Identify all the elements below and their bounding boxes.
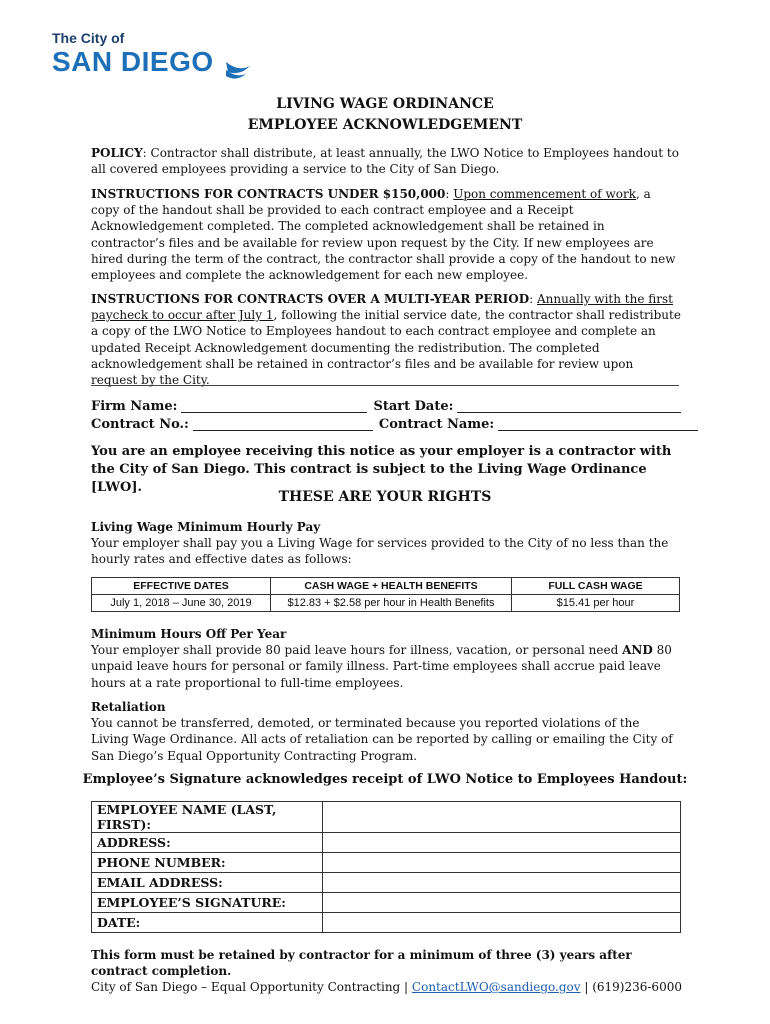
table-header: EFFECTIVE DATES	[92, 578, 271, 595]
min-hours-section	[91, 626, 681, 691]
retaliation-section	[91, 699, 681, 764]
instructions-over-label: INSTRUCTIONS FOR CONTRACTS OVER A MULTI-YEAR PERIOD	[91, 292, 530, 306]
signature-heading: Employee’s Signature acknowledges receipt of LWO Notice to Employees Handout:	[82, 772, 688, 787]
footer	[91, 947, 691, 995]
instructions-under-underlined: Upon commencement of work	[453, 187, 636, 201]
instructions-under-text: , a copy of the handout shall be provided to each contract employee and a Receipt Acknowledgement completed. The completed acknowledgement shall be retained in contractor’s files and be available for review upon request by the City. If new employees are hired during the term of the contract, the contractor shall provide a copy of the handout to new employees and complete the acknowledgement for each new employee.	[91, 187, 676, 283]
contract-name-label: Contract Name:	[378, 417, 495, 432]
employee-name-label: EMPLOYEE NAME (LAST, FIRST):	[92, 802, 323, 833]
contact-prefix: City of San Diego – Equal Opportunity Contracting |	[91, 980, 412, 994]
table-row	[92, 595, 680, 612]
rights-heading: THESE ARE YOUR RIGHTS	[278, 489, 492, 505]
table-row	[92, 802, 681, 833]
logo-line2: SAN DIEGO	[52, 46, 214, 77]
min-pay-heading: Living Wage Minimum Hourly Pay	[91, 520, 321, 534]
email-label: EMAIL ADDRESS:	[92, 873, 323, 893]
employee-notice: You are an employee receiving this notice as your employer is a contractor with the City of San Diego. This contract is subject to the Living Wage Ordinance [LWO].	[91, 444, 672, 495]
instructions-under-label: INSTRUCTIONS FOR CONTRACTS UNDER $150,000	[91, 187, 446, 201]
firm-name-field[interactable]	[181, 398, 367, 413]
policy-label: POLICY	[91, 146, 143, 160]
table-row	[92, 873, 681, 893]
date-field[interactable]	[323, 913, 681, 933]
firm-name-label: Firm Name:	[91, 399, 178, 414]
min-hours-heading: Minimum Hours Off Per Year	[91, 627, 287, 641]
email-field[interactable]	[323, 873, 681, 893]
firm-info	[91, 398, 698, 434]
retention-notice: This form must be retained by contractor for a minimum of three (3) years after contract completion.	[91, 948, 632, 978]
phone-label: PHONE NUMBER:	[92, 853, 323, 873]
contact-suffix: | (619)236-6000	[580, 980, 682, 994]
min-pay-section	[91, 519, 681, 568]
min-hours-text1: Your employer shall provide 80 paid leave hours for illness, vacation, or personal need	[91, 643, 623, 658]
table-cell: July 1, 2018 – June 30, 2019	[92, 595, 271, 612]
table-row	[92, 913, 681, 933]
instructions-over-paragraph	[91, 291, 681, 388]
policy-text: : Contractor shall distribute, at least annually, the LWO Notice to Employees handout to all covered employees providing a service to the City of San Diego.	[91, 146, 679, 177]
contract-name-field[interactable]	[498, 416, 698, 431]
city-logo	[52, 30, 252, 86]
contract-no-label: Contract No.:	[91, 417, 189, 432]
table-row	[92, 853, 681, 873]
retaliation-heading: Retaliation	[91, 700, 166, 714]
policy-paragraph	[91, 145, 681, 177]
divider	[91, 385, 679, 386]
signature-table	[91, 801, 681, 933]
page-title	[0, 94, 770, 136]
date-label: DATE:	[92, 913, 323, 933]
phone-field[interactable]	[323, 853, 681, 873]
instructions-under-paragraph	[91, 186, 681, 283]
title-line1: LIVING WAGE ORDINANCE	[276, 96, 494, 112]
address-field[interactable]	[323, 833, 681, 853]
colon: :	[445, 187, 454, 201]
table-row	[92, 893, 681, 913]
contact-email-link[interactable]: ContactLWO@sandiego.gov	[411, 980, 581, 994]
contract-no-field[interactable]	[193, 416, 373, 431]
address-label: ADDRESS:	[92, 833, 323, 853]
and-emphasis: AND	[622, 643, 653, 658]
retaliation-text: You cannot be transferred, demoted, or terminated because you reported violations of the Living Wage Ordinance. All acts of retaliation can be reported by calling or emailing the City of San Diego’s Equal Opportunity Contracting Program.	[91, 716, 673, 763]
rates-table	[91, 577, 680, 612]
title-line2: EMPLOYEE ACKNOWLEDGEMENT	[247, 117, 523, 133]
logo-line1: The City of	[52, 30, 125, 46]
table-row	[92, 833, 681, 853]
start-date-label: Start Date:	[373, 399, 454, 414]
instructions-over-underlined: Annually with the first paycheck to occur after July 1	[91, 292, 673, 323]
sun-icon	[224, 32, 258, 82]
min-pay-text: Your employer shall pay you a Living Wage for services provided to the City of no less than the hourly rates and effective dates as follows:	[91, 536, 669, 567]
min-hours-text2: 80 unpaid leave hours for personal or family illness. Part-time employees shall accrue paid leave hours at a rate proportional to full-time employees.	[91, 643, 672, 690]
table-header: FULL CASH WAGE	[512, 578, 680, 595]
signature-field[interactable]	[323, 893, 681, 913]
signature-label: EMPLOYEE’S SIGNATURE:	[92, 893, 323, 913]
start-date-field[interactable]	[457, 398, 681, 413]
table-cell: $15.41 per hour	[512, 595, 680, 612]
table-header-row	[92, 578, 680, 595]
employee-name-field[interactable]	[323, 802, 681, 833]
table-cell: $12.83 + $2.58 per hour in Health Benefits	[271, 595, 512, 612]
colon: :	[529, 292, 538, 306]
table-header: CASH WAGE + HEALTH BENEFITS	[271, 578, 512, 595]
instructions-over-text: , following the initial service date, the contractor shall redistribute a copy of the LWO Notice to Employees handout to each contract employee and complete an updated Receipt Acknowledgement documenting the redistribution. The completed acknowledgement shall be retained in contractor’s files and be available for review upon request by the City.	[91, 308, 681, 388]
